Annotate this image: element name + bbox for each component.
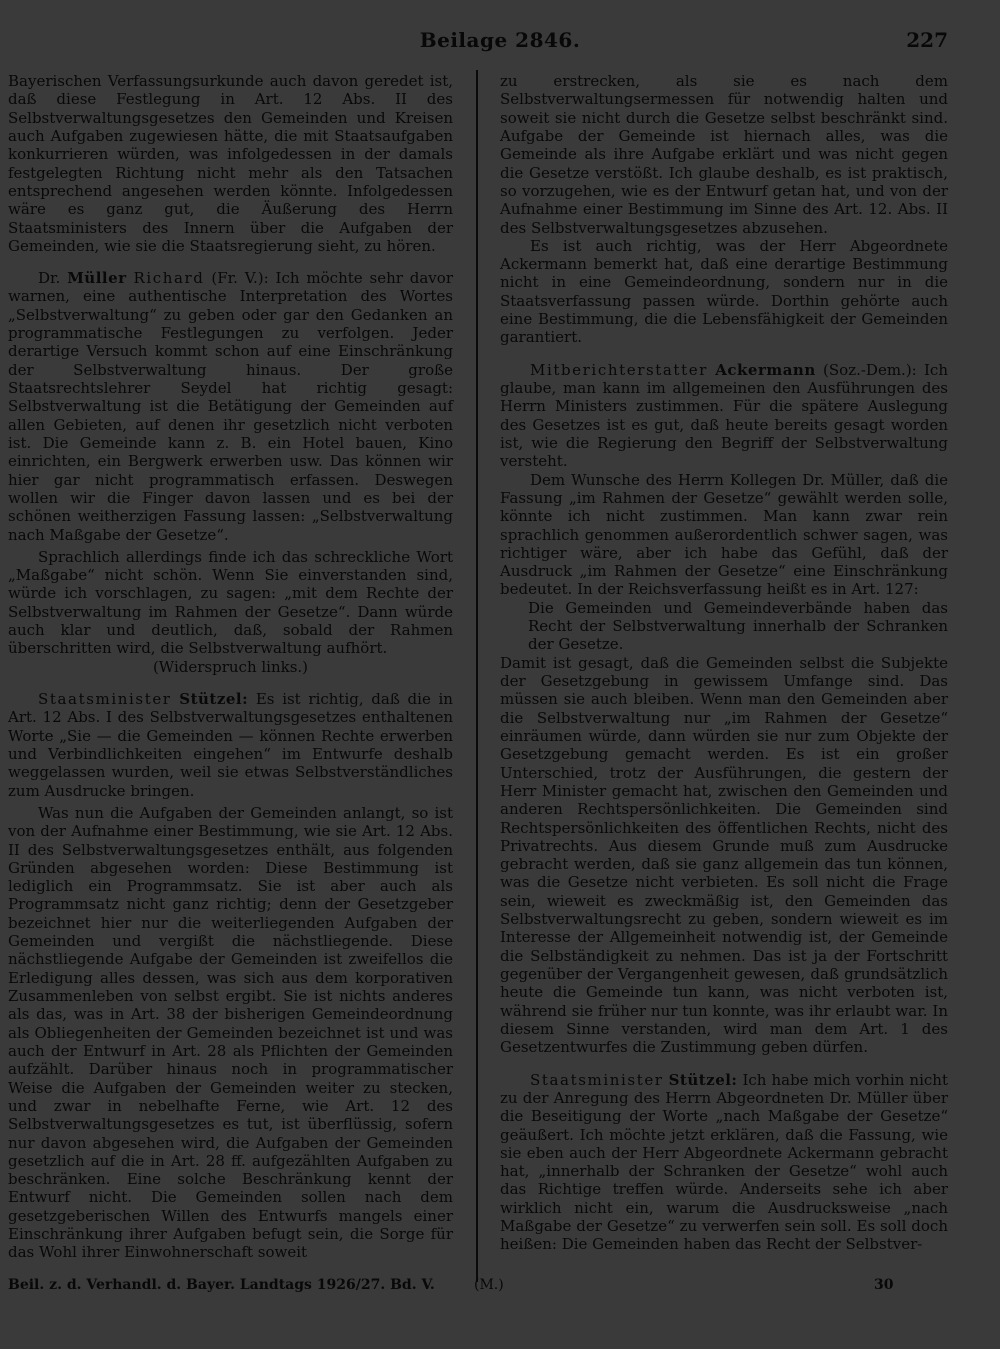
footer-mark: (M.) xyxy=(474,1277,504,1293)
speech-text: Es ist richtig, daß die in Art. 12 Abs. I des Selbstverwaltungsgesetzes enthaltenen Worte „Sie — die Gemeinden — können Rechte erwerben und Verbindlichkeiten eingehen“ im Entwurfe deshalb weggelassen wurden, weil sie etwas Selbstverständliches zum Ausdrucke bringen. xyxy=(8,690,453,800)
speaker-name: Stützel: xyxy=(179,690,249,708)
paragraph: Es ist auch richtig, was der Herr Abgeordnete Ackermann bemerkt hat, daß eine derartige Bestimmung nicht in eine Gemeindeordnung, sondern nur in die Staatsverfassung passen würde. Dorthin gehörte auch eine Bestimmung, die die Lebensfähigkeit der Gemeinden garantiert. xyxy=(500,236,948,347)
header-title: Beilage 2846. xyxy=(419,28,581,52)
speaker-role: Staatsminister xyxy=(38,690,172,708)
speaker-name: Müller xyxy=(67,269,127,288)
speech-stuetzel xyxy=(500,1071,948,1254)
paragraph: zu erstrecken, als sie es nach dem Selbstverwaltungsermessen für notwendig halten und soweit sie nicht durch die Gesetze selbst beschränkt sind. Aufgabe der Gemeinde ist hiernach alles, was die Gemeinde als ihre Aufgabe erklärt und was nicht gegen die Gesetze verstößt. Ich glaube deshalb, es ist praktisch, so vorzugehen, wie es der Entwurf getan hat, und von der Aufnahme einer Bestimmung im Sinne des Art. 12. Abs. II des Selbstverwaltungsgesetzes abzusehen. xyxy=(500,72,948,237)
paragraph: Sprachlich allerdings finde ich das schreckliche Wort „Maßgabe“ nicht schön. Wenn Sie einverstanden sind, würde ich vorschlagen, zu sagen: „mit dem Rechte der Selbstverwaltung im Rahmen der Gesetze“. Dann würde auch klar und deutlich, daß, sobald der Rahmen überschritten wird, die Selbstverwaltung aufhört. xyxy=(8,547,453,658)
speech-text: Ich habe mich vorhin nicht zu der Anregung des Herrn Abgeordneten Dr. Müller über die Beseitigung der Worte „nach Maßgabe der Gesetze“ geäußert. Ich möchte jetzt erklären, daß die Fassung, wie sie eben auch der Herr Abgeordnete Ackermann gebracht hat, „innerhalb der Schranken der Gesetze“ wohl auch das Richtige treffen würde. Anderseits sehe ich aber wirklich nicht ein, warum die Ausdrucksweise „nach Maßgabe der Gesetze“ zu verwerfen sein soll. Es soll doch heißen: Die Gemeinden haben das Recht der Selbstver- xyxy=(500,1070,948,1254)
speech-text: (Fr. V.): Ich möchte sehr davor warnen, eine authentische Interpretation des Wortes „Selbstverwaltung“ zu geben oder gar den Gedanken an programmatische Festlegungen zu verfolgen. Jeder derartige Versuch kommt schon auf eine Einschränkung der Selbstverwaltung hinaus. Der große Staatsrechtslehrer Seydel hat richtig gesagt: Selbstverwaltung ist die Betätigung der Gemeinden auf allen Gebieten, auf denen ihr gesetzlich nicht verboten ist. Die Gemeinde kann z. B. ein Hotel bauen, Kino einrichten, ein Bergwerk erwerben usw. Das können wir hier gar nicht programmatisch erfassen. Deswegen wollen wir die Finger davon lassen und es bei der schönen weitherzigen Fassung lassen: „Selbstverwaltung nach Maßgabe der Gesetze“. xyxy=(8,269,453,544)
paragraph: Bayerischen Verfassungsurkunde auch davon geredet ist, daß diese Festlegung in Art. 12 Abs. II des Selbstverwaltungsgesetzes den Gemeinden und Kreisen auch Aufgaben zugewiesen hätte, die mit Staatsaufgaben konkurrieren würden, was infolgedessen in der damals festgelegten Richtung nicht mehr als den Tatsachen entsprechend angesehen werden könnte. Infolgedessen wäre es ganz gut, die Äußerung des Herrn Staatsministers des Innern über die Aufgaben der Gemeinden, wie sie die Staatsregierung sieht, zu hören. xyxy=(8,72,453,255)
speaker-name: Ackermann xyxy=(715,360,816,379)
right-column xyxy=(500,72,948,1254)
speaker-firstname: Richard xyxy=(133,269,205,288)
paragraph: Was nun die Aufgaben der Gemeinden anlangt, so ist von der Aufnahme einer Bestimmung, wie sie Art. 12 Abs. II des Selbstverwaltungsgesetzes enthält, aus folgenden Gründen abgesehen worden: Diese Bestimmung ist lediglich ein Programmsatz. Sie ist aber auch als Programmsatz nicht ganz richtig; denn der Gesetzgeber bezeichnet hier nur die weiterliegenden Aufgaben der Gemeinden und vergißt die nächstliegende. Diese nächstliegende Aufgabe der Gemeinden ist zweifellos die Erledigung alles dessen, was sich aus dem korporativen Zusammenleben von selbst ergibt. Sie ist nichts anderes als das, was in Art. 38 der bisherigen Gemeindeordnung als Obliegenheiten der Gemeinden bezeichnet ist und was auch der Entwurf in Art. 28 als Pflichten der Gemeinden aufzählt. Darüber hinaus noch in programmatischer Weise die Aufgaben der Gemeinden weiter zu stecken, und zwar in nebelhafte Ferne, wie Art. 12 des Selbstverwaltungsgesetzes es tut, ist überflüssig, sofern nur davon abgesehen wird, die Aufgaben der Gemeinden gesetzlich auf die in Art. 28 ff. aufgezählten Aufgaben zu beschränken. Eine solche Beschränkung kennt der Entwurf nicht. Die Gemeinden sollen nach dem gesetzgeberischen Willen des Entwurfs mangels einer Einschränkung ihrer Aufgaben befugt sein, die Sorge für das Wohl ihrer Einwohnerschaft soweit xyxy=(8,803,453,1262)
quotation: Die Gemeinden und Gemeindeverbände haben das Recht der Selbstverwaltung innerhalb der Schranken der Gesetze. xyxy=(528,598,948,654)
paragraph: Dem Wunsche des Herrn Kollegen Dr. Müller, daß die Fassung „im Rahmen der Gesetze“ gewählt werden solle, könnte ich nicht zustimmen. Man kann zwar rein sprachlich genommen außerordentlich schwer sagen, was richtiger wäre, aber ich habe das Gefühl, daß der Ausdruck „im Rahmen der Gesetze“ eine Einschränkung bedeutet. In der Reichsverfassung heißt es in Art. 127: xyxy=(500,470,948,599)
footer-source: Beil. z. d. Verhandl. d. Bayer. Landtags 1926/27. Bd. V. xyxy=(8,1277,435,1293)
speech-mueller xyxy=(8,269,453,544)
paragraph: Damit ist gesagt, daß die Gemeinden selbst die Subjekte der Gesetzgebung in gewissem Umfange sind. Das müssen sie auch bleiben. Wenn man den Gemeinden aber die Selbstverwaltung nur „im Rahmen der Gesetze“ einräumen würde, dann würden sie nur zum Objekte der Gesetzgebung gemacht werden. Es ist ein großer Unterschied, trotz der Ausführungen, die gestern der Herr Minister gemacht hat, zwischen den Gemeinden und anderen Rechtspersönlichkeiten. Die Gemeinden sind Rechtspersönlichkeiten des öffentlichen Rechts, nicht des Privatrechts. Aus diesem Grunde muß zum Ausdrucke gebracht werden, daß sie ganz allgemein das tun können, was die Gesetze nicht verbieten. Es soll nicht die Frage sein, wieweit es zweckmäßig ist, den Gemeinden das Selbstverwaltungsrecht zu geben, sondern wieweit es im Interesse der Allgemeinheit notwendig ist, der Gemeinde die Selbständigkeit zu nehmen. Das ist ja der Fortschritt gegenüber der Vergangenheit gewesen, daß grundsätzlich heute die Gemeinde tun kann, was nicht verboten ist, während sie früher nur tun konnte, was ihr erlaubt war. In diesem Sinne verstanden, wird man dem Art. 1 des Gesetzentwurfes die Zustimmung geben dürfen. xyxy=(500,653,948,1057)
speech-ackermann xyxy=(500,361,948,471)
footer-sheet-number: 30 xyxy=(874,1277,894,1293)
interjection: (Widerspruch links.) xyxy=(152,657,309,676)
speech-stuetzel xyxy=(8,690,453,800)
left-column xyxy=(8,72,453,1262)
speaker-role: Staatsminister xyxy=(530,1070,664,1089)
page-header xyxy=(0,28,1000,62)
speaker-role: Mitberichterstatter xyxy=(530,360,708,379)
page-number: 227 xyxy=(906,28,948,52)
page-footer xyxy=(8,1277,948,1299)
speech-text: (Soz.-Dem.): Ich glaube, man kann im allgemeinen den Ausführungen des Herrn Ministers zustimmen. Für die spätere Auslegung des Gesetzes ist es gut, daß heute bereits gesagt worden ist, wie die Regierung den Begriff der Selbstverwaltung versteht. xyxy=(500,360,948,471)
column-divider xyxy=(476,70,478,1282)
speaker-prefix: Dr. xyxy=(38,269,61,288)
speaker-name: Stützel: xyxy=(668,1070,738,1089)
